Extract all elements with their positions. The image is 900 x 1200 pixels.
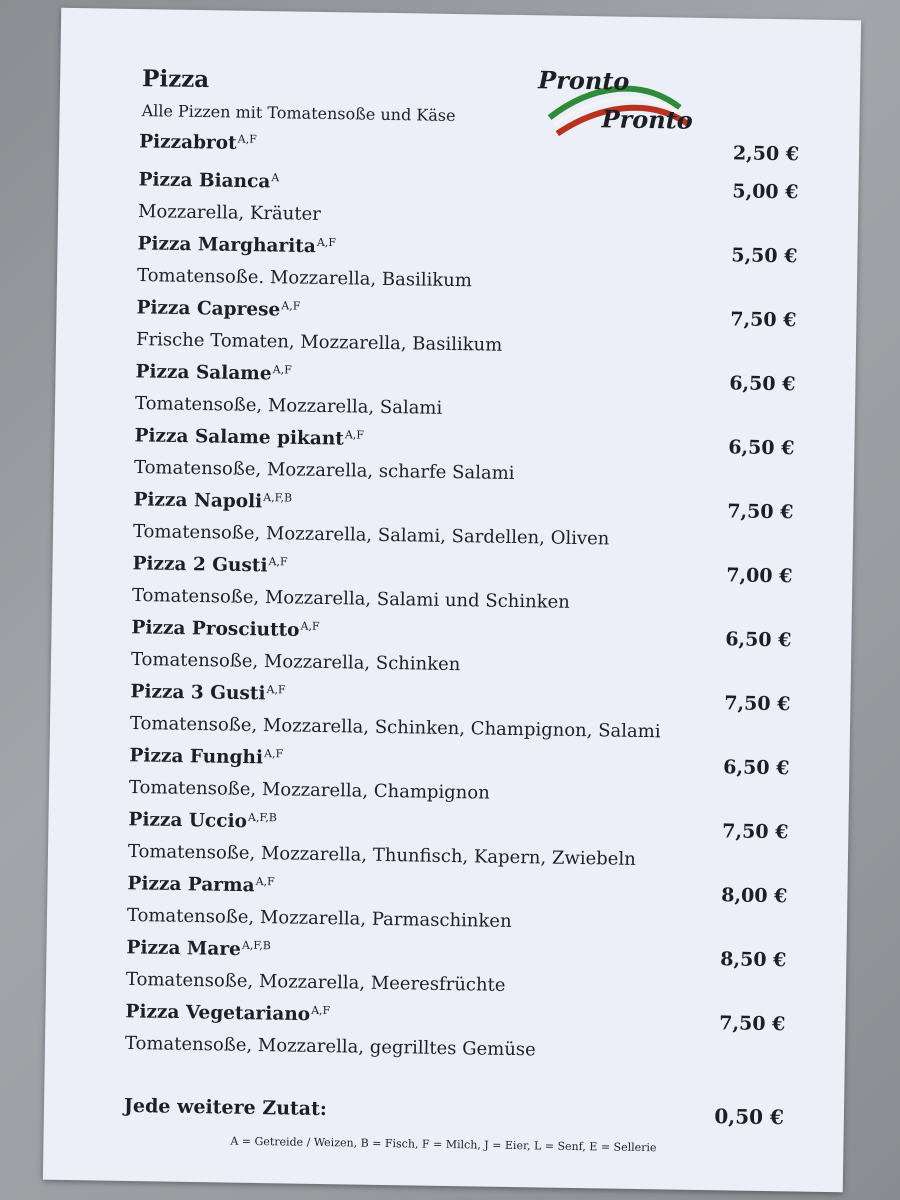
menu-item-allergens: A,F xyxy=(272,363,292,377)
menu-item-name: Pizza Prosciutto xyxy=(131,617,300,641)
menu-item-price: 5,50 € xyxy=(731,244,798,268)
menu-item-allergens: A,F xyxy=(268,555,288,569)
menu-item-description: Tomatensoße, Mozzarella, Salami und Schinken xyxy=(131,584,571,613)
menu-sheet xyxy=(43,8,861,1192)
menu-item-name: Pizza Parma xyxy=(127,873,255,897)
menu-item-name: Pizza Funghi xyxy=(129,745,264,769)
menu-item-name: Pizza Napoli xyxy=(133,489,263,513)
menu-item-price: 7,50 € xyxy=(727,500,794,524)
menu-item-allergens: A,F,B xyxy=(241,938,271,953)
menu-item-price: 7,50 € xyxy=(724,692,791,716)
menu-item-allergens: A,F xyxy=(300,619,320,633)
menu-item-price: 7,50 € xyxy=(719,1012,786,1036)
menu-item xyxy=(126,937,787,1011)
pronto-logo xyxy=(529,55,700,148)
menu-item xyxy=(135,361,796,435)
menu-item-description: Tomatensoße, Mozzarella, Thunfisch, Kapern, Zwiebeln xyxy=(127,840,636,870)
menu-item-allergens: A,F xyxy=(266,683,286,697)
menu-item-price: 5,00 € xyxy=(732,180,799,204)
menu-item-name: Pizza Bianca xyxy=(138,169,271,193)
extra-topping-label: Jede weitere Zutat: xyxy=(123,1094,328,1121)
menu-item-description: Tomatensoße, Mozzarella, Champignon xyxy=(128,776,490,804)
menu-item-name: Pizza Caprese xyxy=(136,297,281,321)
menu-item-name: Pizzabrot xyxy=(138,131,237,154)
logo-text-bottom: Pronto xyxy=(601,104,694,135)
menu-item-allergens: A xyxy=(271,171,280,185)
menu-item xyxy=(131,617,792,691)
menu-item-description: Mozzarella, Kräuter xyxy=(137,201,321,225)
menu-item-description: Tomatensoße, Mozzarella, Parmaschinken xyxy=(126,904,512,932)
menu-item-price: 8,00 € xyxy=(721,884,788,908)
menu-item xyxy=(137,233,798,307)
menu-item-description: Tomatensoße, Mozzarella, scharfe Salami xyxy=(133,456,515,484)
menu-item-price: 6,50 € xyxy=(723,756,790,780)
menu-item-price: 7,50 € xyxy=(722,820,789,844)
menu-item-price: 7,50 € xyxy=(730,308,797,332)
menu-item xyxy=(133,489,794,563)
menu-item-allergens: A,F xyxy=(344,428,365,442)
menu-item-allergens: A,F xyxy=(311,1003,331,1018)
menu-item-description: Tomatensoße, Mozzarella, Salami xyxy=(134,392,443,419)
extra-topping-price: 0,50 € xyxy=(714,1104,785,1130)
menu-item-price: 2,50 € xyxy=(732,142,800,166)
menu-item-description: Tomatensoße, Mozzarella, Schinken xyxy=(130,648,461,676)
menu-item-price: 8,50 € xyxy=(720,948,787,972)
menu-item-description: Tomatensoße, Mozzarella, Schinken, Champignon, Salami xyxy=(129,712,661,743)
allergen-legend: A = Getreide / Weizen, B = Fisch, F = Milch, J = Eier, L = Senf, E = Sellerie xyxy=(230,1134,657,1155)
menu-item-allergens: A,F,B xyxy=(247,810,278,825)
menu-item-price: 6,50 € xyxy=(728,436,795,460)
menu-item-description: Tomatensoße. Mozzarella, Basilikum xyxy=(136,265,473,292)
logo-text-top: Pronto xyxy=(537,65,630,96)
menu-item-price: 6,50 € xyxy=(725,628,792,652)
menu-item-allergens: A,F,B xyxy=(263,491,293,505)
menu-item xyxy=(127,873,788,947)
menu-item-allergens: A,F xyxy=(281,299,301,313)
menu-item-name: Pizza 3 Gusti xyxy=(130,681,266,705)
menu-item xyxy=(134,425,795,499)
menu-item xyxy=(128,809,789,883)
menu-item-name: Pizza Uccio xyxy=(128,809,248,833)
page-title: Pizza xyxy=(141,65,210,94)
menu-item xyxy=(125,1001,786,1075)
menu-item-name: Pizza Margharita xyxy=(137,233,316,258)
menu-item-allergens: A,F xyxy=(237,132,257,146)
menu-item-description: Tomatensoße, Mozzarella, Meeresfrüchte xyxy=(125,968,506,996)
menu-item xyxy=(136,297,797,371)
page-subtitle: Alle Pizzen mit Tomatensoße und Käse xyxy=(141,101,456,125)
menu-item-allergens: A,F xyxy=(263,747,284,761)
menu-item xyxy=(132,553,793,627)
menu-item xyxy=(129,745,790,819)
menu-item-name: Pizza Mare xyxy=(126,937,242,961)
menu-item-description: Tomatensoße, Mozzarella, Salami, Sardellen, Oliven xyxy=(132,520,610,550)
menu-item-price: 7,00 € xyxy=(726,564,793,588)
menu-item-description: Frische Tomaten, Mozzarella, Basilikum xyxy=(135,329,503,356)
menu-item xyxy=(130,681,791,755)
menu-item-price: 6,50 € xyxy=(729,372,796,396)
menu-item-allergens: A,F xyxy=(316,235,337,250)
menu-item-name: Pizza Salame xyxy=(135,361,272,385)
menu-item-name: Pizza 2 Gusti xyxy=(132,553,268,577)
menu-list xyxy=(125,131,800,1075)
menu-item-description: Tomatensoße, Mozzarella, gegrilltes Gemüse xyxy=(124,1032,536,1061)
extra-topping-row xyxy=(124,1095,784,1135)
menu-item-name: Pizza Salame pikant xyxy=(134,425,344,450)
menu-item-allergens: A,F xyxy=(255,874,275,889)
menu-item-name: Pizza Vegetariano xyxy=(125,1001,311,1026)
menu-item xyxy=(138,169,799,243)
